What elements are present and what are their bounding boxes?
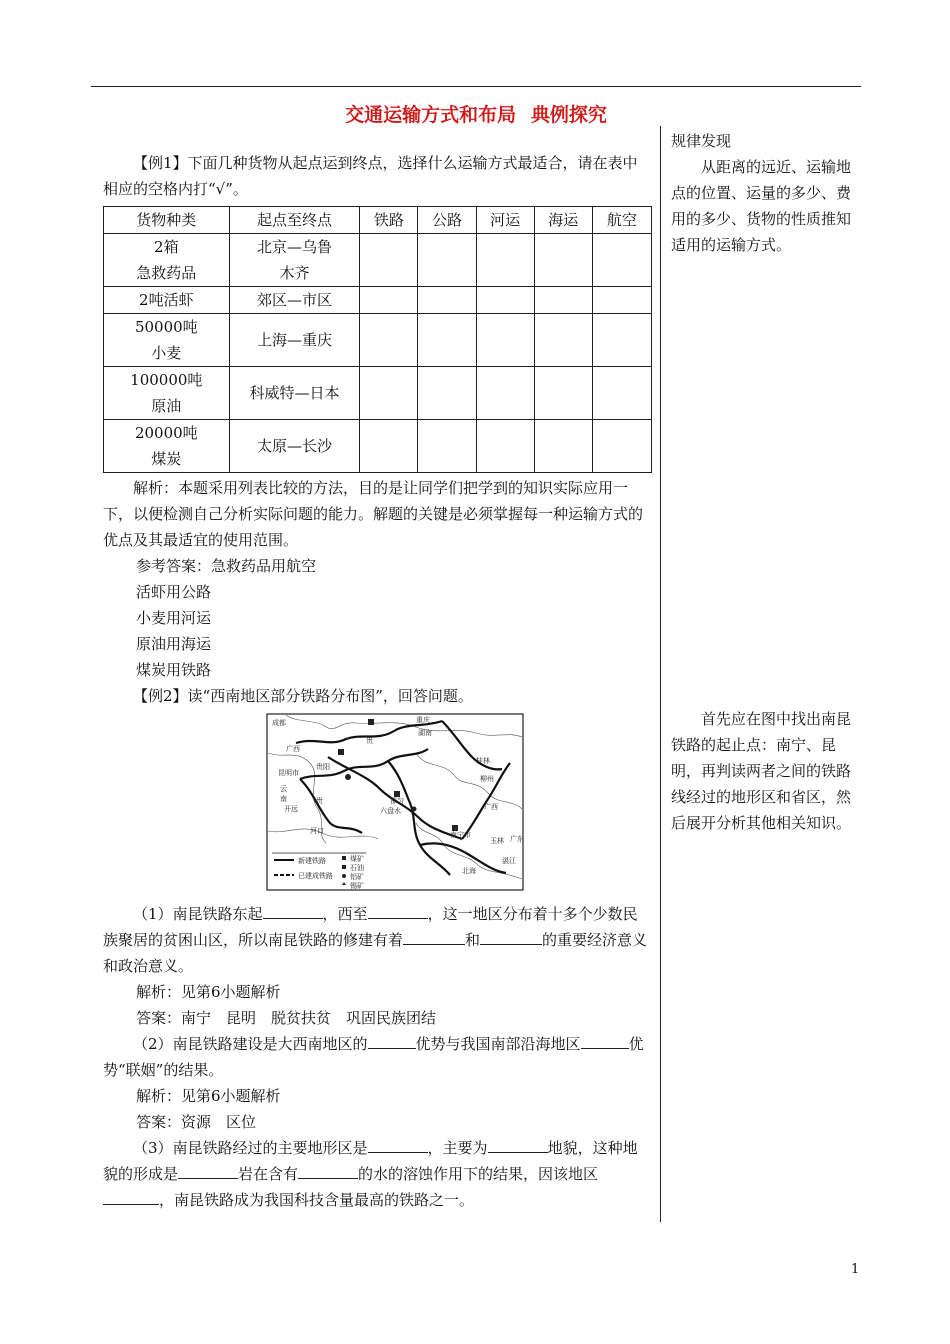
- answer-cell[interactable]: [534, 420, 592, 473]
- answer-cell[interactable]: [418, 234, 476, 287]
- svg-text:成都: 成都: [272, 719, 286, 727]
- svg-text:都匀: 都匀: [390, 797, 404, 805]
- sidebar-text: 从距离的远近、运输地点的位置、运量的多少、费用的多少、货物的性质推知适用的运输方式。: [671, 158, 852, 254]
- svg-text:广西: 广西: [484, 803, 498, 811]
- table-header: 海运: [534, 207, 592, 234]
- answer-cell[interactable]: [360, 367, 418, 420]
- answer-blank[interactable]: [581, 1032, 629, 1049]
- svg-text:已建成铁路: 已建成铁路: [298, 872, 333, 880]
- answer-cell[interactable]: [360, 314, 418, 367]
- goods-cell: 50000吨 小麦: [104, 314, 230, 367]
- table-header: 铁路: [360, 207, 418, 234]
- q1-answer: 答案：南宁 昆明 脱贫扶贫 巩固民族团结: [136, 1009, 437, 1027]
- answer-cell[interactable]: [476, 234, 534, 287]
- answer-blank[interactable]: [488, 1136, 548, 1153]
- svg-text:铝矿: 铝矿: [350, 873, 364, 881]
- answer-blank[interactable]: [368, 902, 428, 919]
- q2-answer: 答案：资源 区位: [136, 1113, 257, 1131]
- svg-text:桂林: 桂林: [476, 757, 490, 765]
- main-column: [103, 150, 652, 1213]
- answer-cell[interactable]: [592, 287, 651, 314]
- example1-answer: 煤炭用铁路: [136, 661, 212, 679]
- answer-cell[interactable]: [418, 287, 476, 314]
- svg-text:昆明市: 昆明市: [278, 769, 299, 777]
- answer-cell[interactable]: [534, 287, 592, 314]
- column-divider: [660, 126, 661, 1222]
- table-header-row: [104, 207, 652, 234]
- title-main: 交通运输方式和布局: [345, 104, 517, 126]
- svg-text:南宁市: 南宁市: [450, 831, 471, 839]
- goods-cell: 2吨活虾: [104, 287, 230, 314]
- page-title: [91, 100, 861, 127]
- answer-cell[interactable]: [476, 420, 534, 473]
- answer-cell[interactable]: [534, 234, 592, 287]
- example1-answer: 小麦用河运: [136, 609, 212, 627]
- table-header: 起点至终点: [229, 207, 360, 234]
- answer-cell[interactable]: [592, 420, 651, 473]
- route-cell: 科威特—日本: [229, 367, 360, 420]
- answer-blank[interactable]: [368, 1136, 428, 1153]
- table-row: [104, 314, 652, 367]
- title-sub: 典例探究: [530, 104, 607, 126]
- table-row: [104, 420, 652, 473]
- example1-prompt: 【例1】下面几种货物从起点运到终点，选择什么运输方式最适合，请在表中相应的空格内打“√”。: [103, 154, 638, 198]
- example1-answer: 参考答案：急救药品用航空: [136, 557, 317, 575]
- svg-text:湛江: 湛江: [502, 857, 516, 865]
- answer-blank[interactable]: [103, 1188, 159, 1205]
- answer-blank[interactable]: [298, 1162, 358, 1179]
- q3-text: （3）南昆铁路经过的主要地形区是 ，主要为 地貌，这种地貌的形成是 岩在含有 的水的溶蚀作用下的结果，因该地区，南昆铁路成为我国科技含量最高的铁路之一。: [103, 1135, 652, 1213]
- svg-text:河口: 河口: [310, 827, 324, 835]
- svg-text:湖南: 湖南: [418, 729, 432, 737]
- answer-cell[interactable]: [360, 287, 418, 314]
- answer-cell[interactable]: [592, 314, 651, 367]
- svg-text:北海: 北海: [462, 867, 476, 875]
- example1-answer: 原油用海运: [136, 635, 212, 653]
- svg-text:开远: 开远: [284, 805, 298, 813]
- route-cell: 太原—长沙: [229, 420, 360, 473]
- example1-answer: 活虾用公路: [136, 583, 212, 601]
- answer-cell[interactable]: [592, 234, 651, 287]
- page-number: 1: [851, 1262, 860, 1277]
- q1-analysis: 解析：见第6小题解析: [136, 983, 281, 1001]
- answer-cell[interactable]: [360, 420, 418, 473]
- answer-cell[interactable]: [534, 367, 592, 420]
- answer-blank[interactable]: [263, 902, 323, 919]
- sidebar-text: 首先应在图中找出南昆铁路的起止点：南宁、昆明，再判读两者之间的铁路线经过的地形区和省区，然后展开分析其他相关知识。: [671, 710, 852, 832]
- sidebar-note-1: [671, 128, 851, 258]
- svg-text:贵: 贵: [316, 797, 323, 805]
- answer-blank[interactable]: [368, 1032, 416, 1049]
- svg-text:柳州: 柳州: [480, 775, 494, 783]
- sidebar-heading: 规律发现: [671, 132, 732, 150]
- goods-cell: 100000吨 原油: [104, 367, 230, 420]
- railway-map: [266, 713, 524, 891]
- svg-text:广西: 广西: [286, 745, 300, 753]
- svg-text:煤矿: 煤矿: [350, 855, 364, 863]
- route-cell: 北京—乌鲁 木齐: [229, 234, 360, 287]
- goods-cell: 2箱 急救药品: [104, 234, 230, 287]
- svg-text:新建铁路: 新建铁路: [298, 857, 326, 865]
- svg-text:云: 云: [280, 785, 287, 793]
- svg-text:广东: 广东: [510, 835, 524, 843]
- answer-cell[interactable]: [360, 234, 418, 287]
- answer-blank[interactable]: [480, 928, 542, 945]
- route-cell: 郊区—市区: [229, 287, 360, 314]
- svg-text:重庆: 重庆: [416, 716, 430, 724]
- answer-blank[interactable]: [178, 1162, 238, 1179]
- sidebar-note-2: [671, 706, 851, 836]
- answer-cell[interactable]: [476, 287, 534, 314]
- answer-blank[interactable]: [403, 928, 465, 945]
- answer-cell[interactable]: [418, 314, 476, 367]
- table-row: [104, 234, 652, 287]
- route-cell: 上海—重庆: [229, 314, 360, 367]
- svg-text:石油: 石油: [350, 864, 364, 872]
- example1-analysis: 解析：本题采用列表比较的方法，目的是让同学们把学到的知识实际应用一下，以便检测自己分析实际问题的能力。解题的关键是必须掌握每一种运输方式的优点及其最适宜的使用范围。: [103, 479, 644, 549]
- svg-text:玉林: 玉林: [490, 837, 504, 845]
- svg-text:六盘水: 六盘水: [380, 807, 401, 815]
- transport-table: [103, 206, 652, 473]
- q1-text: （1）南昆铁路东起 ，西至 ，这一地区分布着十多个少数民族聚居的贫困山区，所以南昆铁路的修建有着 和 的重要经济意义和政治意义。: [103, 901, 652, 979]
- q2-text: （2）南昆铁路建设是大西南地区的 优势与我国南部沿海地区 优势“联姻”的结果。: [103, 1031, 652, 1083]
- table-row: [104, 367, 652, 420]
- svg-text:贵阳: 贵阳: [316, 763, 330, 771]
- answer-cell[interactable]: [592, 367, 651, 420]
- table-row: [104, 287, 652, 314]
- svg-text:南: 南: [280, 795, 287, 803]
- example2-prompt: 【例2】读“西南地区部分铁路分布图”，回答问题。: [133, 687, 473, 705]
- answer-cell[interactable]: [534, 314, 592, 367]
- header-rule: [91, 86, 861, 87]
- table-header: 航空: [592, 207, 651, 234]
- svg-text:贵: 贵: [366, 737, 373, 745]
- answer-cell[interactable]: [418, 420, 476, 473]
- q2-analysis: 解析：见第6小题解析: [136, 1087, 281, 1105]
- svg-text:锡矿: 锡矿: [350, 882, 364, 890]
- table-header: 公路: [418, 207, 476, 234]
- table-header: 河运: [476, 207, 534, 234]
- answer-cell[interactable]: [476, 314, 534, 367]
- goods-cell: 20000吨 煤炭: [104, 420, 230, 473]
- answer-cell[interactable]: [476, 367, 534, 420]
- answer-cell[interactable]: [418, 367, 476, 420]
- table-header: 货物种类: [104, 207, 230, 234]
